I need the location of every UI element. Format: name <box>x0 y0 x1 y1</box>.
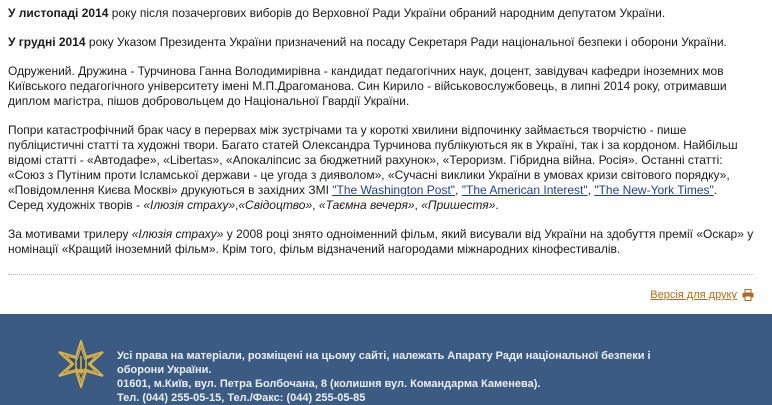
footer-address: 01601, м.Київ, вул. Петра Болбочана, 8 (колишня вул. Командарма Каменева). <box>117 378 541 390</box>
paragraph-family: Одружений. Дружина - Турчинова Ганна Володимирівна - кандидат педагогічних наук, доцент, завідувач кафедри іноземних мов Київського педагогічного університету імені М.П.Драгоманова. Син Кирило - військовослужбовець, в липні 2014 року, отримавши диплом магістра, пішов добровольцем до Національної Гвардії України. <box>8 64 727 108</box>
link-american-interest[interactable]: "The American Interest" <box>461 183 588 197</box>
separator: , <box>312 198 319 212</box>
separator: . <box>495 198 499 212</box>
link-washington-post[interactable]: "The Washington Post" <box>332 183 456 197</box>
separator: , <box>414 198 422 212</box>
separator: , <box>455 183 462 197</box>
paragraph-november-2014 <box>8 6 754 21</box>
paragraph-december-2014 <box>8 35 754 50</box>
paragraph-text: За мотивами трилеру <box>8 227 132 241</box>
work-title: «Таємна вечеря» <box>318 198 415 212</box>
work-title: «Ілюзія страху» <box>143 198 236 212</box>
article-body <box>8 6 754 271</box>
work-title: «Ілюзія страху» <box>131 227 224 241</box>
footer-phones: Тел. (044) 255-05-15, Тел./Факс: (044) 255-05-85 <box>117 392 366 404</box>
printer-icon[interactable] <box>742 289 754 301</box>
paragraph-text: Попри катастрофічний брак часу в перервах між зустрічами та у короткі хвилини відпочинку займається творчістю - пише публіцистичні статті та художні твори. Багато статей Олександра Турчинова публікуються як в Україні, так і за кордоном. Найбільш відомі статті - «Автодафе», «Libertas», «Апокаліпсис за бюджетний рахунок», «Тероризм. Гібридна війна. Росія». Останні статті: «Союз з Путіним проти Ісламської держави - це угода з дияволом», «Сучасні виклики України в умовах кризи світового порядку», «Повідомлення Києва Москві» друкуються в західних ЗМІ <box>8 123 738 197</box>
paragraph-text: Серед художніх творів - <box>8 198 144 212</box>
work-title: «Свідоцтво» <box>238 198 313 212</box>
trident-star-emblem <box>57 340 105 388</box>
paragraph-text: у 2008 році знято одноіменний фільм, який висували від України на здобуття премії «Оскар» у номінації «Кращий іноземний фільм». Крім того, фільм відзначений нагородами міжнародних кінофестивалів. <box>8 227 754 256</box>
separator: . <box>713 183 718 197</box>
paragraph-film <box>8 227 754 257</box>
content-divider <box>8 274 754 275</box>
paragraph-text: року після позачергових виборів до Верховної Ради України обраний народним депутатом України. <box>108 6 666 20</box>
date-december-2014: У грудні 2014 <box>8 35 86 49</box>
separator: , <box>235 198 239 212</box>
paragraph-text: року Указом Президента України призначений на посаду Секретаря Ради національної безпеки і оборони України. <box>85 35 727 49</box>
work-title: «Пришестя» <box>421 198 496 212</box>
site-footer <box>0 314 772 405</box>
print-version-link[interactable] <box>650 289 754 301</box>
link-new-york-times[interactable]: "The New-York Times" <box>594 183 714 197</box>
print-version-label[interactable]: Версія для друку <box>650 289 737 301</box>
paragraph-creativity <box>8 123 754 213</box>
footer-rights: Усі права на матеріали, розміщені на цьому сайті, належать Апарату Ради національної безпеки і оборони України. <box>117 350 651 376</box>
separator: , <box>587 183 595 197</box>
date-november-2014: У листопаді 2014 <box>8 6 109 20</box>
footer-info <box>117 349 677 405</box>
